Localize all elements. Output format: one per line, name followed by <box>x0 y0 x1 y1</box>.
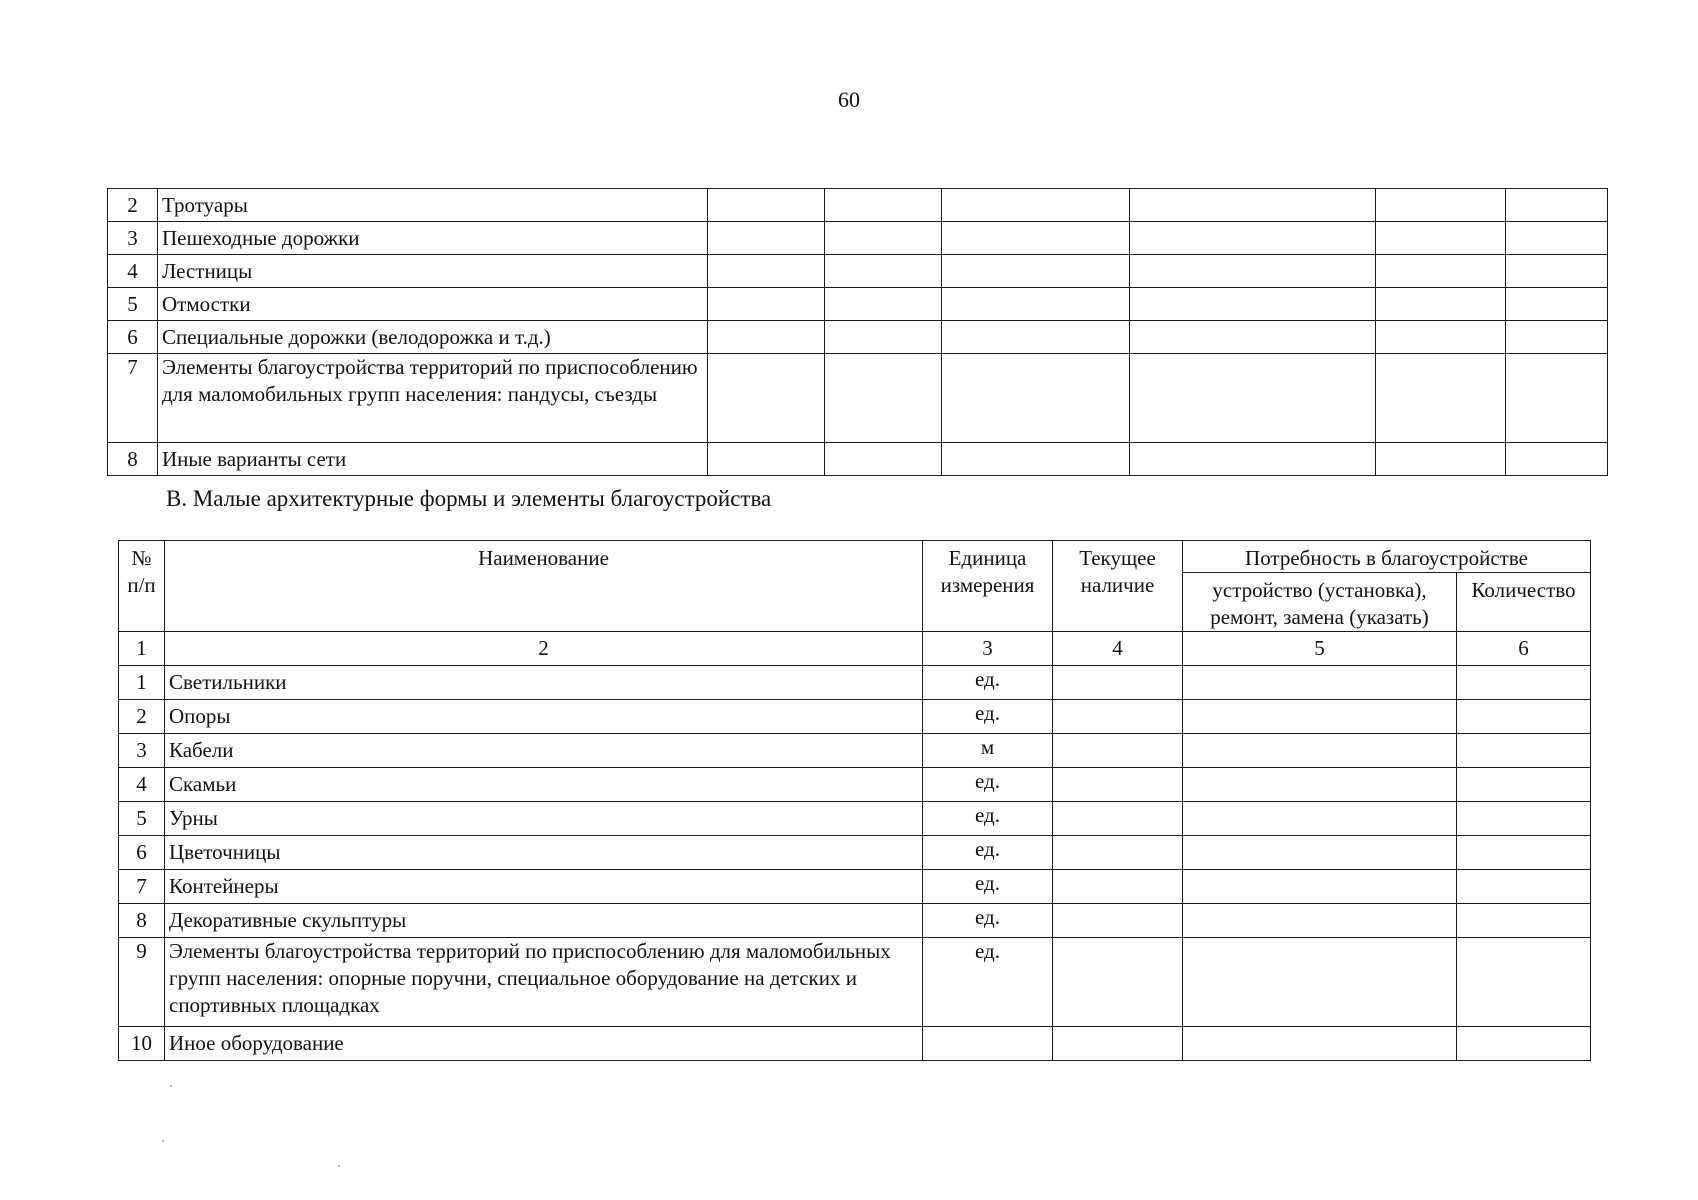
empty-cell <box>1457 666 1591 700</box>
empty-cell <box>1457 1027 1591 1061</box>
column-index: 1 <box>119 632 165 666</box>
header-need: Потребность в благоустройстве <box>1183 541 1591 573</box>
table-row <box>119 666 1591 700</box>
table-row <box>119 768 1591 802</box>
empty-cell <box>1053 836 1183 870</box>
scan-speck <box>162 1140 164 1142</box>
small-architectural-forms-table <box>118 540 1591 1061</box>
empty-cell <box>825 189 942 222</box>
empty-cell <box>1376 189 1506 222</box>
table-row <box>119 836 1591 870</box>
row-number: 5 <box>119 802 165 836</box>
table-row <box>108 288 1608 321</box>
empty-cell <box>1376 288 1506 321</box>
empty-cell <box>1130 222 1376 255</box>
empty-cell <box>1183 666 1457 700</box>
scan-speck <box>170 1085 172 1087</box>
empty-cell <box>1053 734 1183 768</box>
row-number: 4 <box>119 768 165 802</box>
row-number: 3 <box>119 734 165 768</box>
row-name: Элементы благоустройства территорий по приспособлению для маломобильных групп населения: пандусы, съезды <box>158 354 708 443</box>
row-unit: ед. <box>923 904 1053 938</box>
empty-cell <box>1053 666 1183 700</box>
empty-cell <box>708 222 825 255</box>
row-name: Иное оборудование <box>165 1027 923 1061</box>
row-unit: ед. <box>923 836 1053 870</box>
empty-cell <box>942 288 1130 321</box>
column-index: 6 <box>1457 632 1591 666</box>
row-name: Иные варианты сети <box>158 443 708 476</box>
row-number: 4 <box>108 255 158 288</box>
row-number: 2 <box>108 189 158 222</box>
empty-cell <box>825 288 942 321</box>
column-index: 5 <box>1183 632 1457 666</box>
row-name: Контейнеры <box>165 870 923 904</box>
header-quantity: Количество <box>1457 573 1591 632</box>
empty-cell <box>1183 802 1457 836</box>
table-row <box>119 802 1591 836</box>
empty-cell <box>1457 870 1591 904</box>
empty-cell <box>1506 288 1608 321</box>
row-name: Урны <box>165 802 923 836</box>
empty-cell <box>1053 768 1183 802</box>
empty-cell <box>708 255 825 288</box>
table-row <box>108 255 1608 288</box>
empty-cell <box>1053 904 1183 938</box>
empty-cell <box>1183 904 1457 938</box>
empty-cell <box>1130 255 1376 288</box>
empty-cell <box>1130 354 1376 443</box>
empty-cell <box>1506 255 1608 288</box>
empty-cell <box>1376 354 1506 443</box>
row-name: Декоративные скульптуры <box>165 904 923 938</box>
empty-cell <box>1376 321 1506 354</box>
empty-cell <box>1053 938 1183 1027</box>
row-number: 6 <box>119 836 165 870</box>
empty-cell <box>942 255 1130 288</box>
header-device: устройство (установка), ремонт, замена (указать) <box>1183 573 1457 632</box>
header-current: Текущее наличие <box>1053 541 1183 632</box>
row-unit: ед. <box>923 802 1053 836</box>
table-row <box>119 904 1591 938</box>
column-index: 3 <box>923 632 1053 666</box>
empty-cell <box>942 443 1130 476</box>
empty-cell <box>1183 734 1457 768</box>
table-row <box>108 321 1608 354</box>
row-unit <box>923 1027 1053 1061</box>
empty-cell <box>1183 836 1457 870</box>
empty-cell <box>708 288 825 321</box>
empty-cell <box>1183 768 1457 802</box>
row-name: Элементы благоустройства территорий по приспособлению для маломобильных групп населения: опорные поручни, специальное оборудование на детских и спортивных площадках <box>165 938 923 1027</box>
empty-cell <box>1506 443 1608 476</box>
row-number: 5 <box>108 288 158 321</box>
row-number: 7 <box>108 354 158 443</box>
empty-cell <box>942 321 1130 354</box>
row-unit: ед. <box>923 666 1053 700</box>
empty-cell <box>1183 1027 1457 1061</box>
row-number: 7 <box>119 870 165 904</box>
empty-cell <box>825 321 942 354</box>
empty-cell <box>1376 443 1506 476</box>
empty-cell <box>1457 700 1591 734</box>
row-unit: ед. <box>923 768 1053 802</box>
empty-cell <box>1053 1027 1183 1061</box>
row-name: Цветочницы <box>165 836 923 870</box>
empty-cell <box>1053 802 1183 836</box>
table-row <box>108 354 1608 443</box>
column-index-row <box>119 632 1591 666</box>
row-name: Светильники <box>165 666 923 700</box>
network-elements-table <box>107 188 1608 476</box>
row-number: 10 <box>119 1027 165 1061</box>
table-row <box>119 938 1591 1027</box>
empty-cell <box>942 222 1130 255</box>
empty-cell <box>1376 255 1506 288</box>
empty-cell <box>1183 700 1457 734</box>
row-name: Лестницы <box>158 255 708 288</box>
table-row <box>108 222 1608 255</box>
empty-cell <box>942 354 1130 443</box>
empty-cell <box>1457 904 1591 938</box>
row-number: 8 <box>108 443 158 476</box>
row-name: Тротуары <box>158 189 708 222</box>
empty-cell <box>825 255 942 288</box>
empty-cell <box>708 189 825 222</box>
row-name: Отмостки <box>158 288 708 321</box>
row-unit: м <box>923 734 1053 768</box>
empty-cell <box>1457 734 1591 768</box>
row-name: Опоры <box>165 700 923 734</box>
empty-cell <box>1130 321 1376 354</box>
empty-cell <box>1506 354 1608 443</box>
empty-cell <box>1130 443 1376 476</box>
empty-cell <box>825 354 942 443</box>
row-number: 6 <box>108 321 158 354</box>
row-number: 9 <box>119 938 165 1027</box>
empty-cell <box>1376 222 1506 255</box>
page-number: 60 <box>838 87 860 112</box>
row-number: 1 <box>119 666 165 700</box>
row-name: Специальные дорожки (велодорожка и т.д.) <box>158 321 708 354</box>
empty-cell <box>942 189 1130 222</box>
row-number: 3 <box>108 222 158 255</box>
empty-cell <box>1506 189 1608 222</box>
table-row <box>119 870 1591 904</box>
table-row <box>119 734 1591 768</box>
section-title: В. Малые архитектурные формы и элементы благоустройства <box>166 486 772 511</box>
table-row <box>119 700 1591 734</box>
empty-cell <box>1457 768 1591 802</box>
row-unit: ед. <box>923 938 1053 1027</box>
empty-cell <box>825 443 942 476</box>
row-unit: ед. <box>923 700 1053 734</box>
empty-cell <box>1183 938 1457 1027</box>
table-row <box>108 443 1608 476</box>
row-name: Пешеходные дорожки <box>158 222 708 255</box>
empty-cell <box>1457 802 1591 836</box>
empty-cell <box>1506 321 1608 354</box>
empty-cell <box>1130 288 1376 321</box>
row-name: Скамьи <box>165 768 923 802</box>
column-index: 2 <box>165 632 923 666</box>
empty-cell <box>1183 870 1457 904</box>
table-row <box>108 189 1608 222</box>
empty-cell <box>1506 222 1608 255</box>
row-unit: ед. <box>923 870 1053 904</box>
table-row <box>119 1027 1591 1061</box>
row-name: Кабели <box>165 734 923 768</box>
row-number: 8 <box>119 904 165 938</box>
empty-cell <box>708 354 825 443</box>
scan-speck <box>338 1165 340 1167</box>
header-unit: Единица измерения <box>923 541 1053 632</box>
empty-cell <box>1130 189 1376 222</box>
row-number: 2 <box>119 700 165 734</box>
empty-cell <box>1053 700 1183 734</box>
column-index: 4 <box>1053 632 1183 666</box>
empty-cell <box>708 443 825 476</box>
header-num: № п/п <box>119 541 165 632</box>
empty-cell <box>825 222 942 255</box>
empty-cell <box>708 321 825 354</box>
header-name: Наименование <box>165 541 923 632</box>
empty-cell <box>1457 836 1591 870</box>
empty-cell <box>1457 938 1591 1027</box>
empty-cell <box>1053 870 1183 904</box>
